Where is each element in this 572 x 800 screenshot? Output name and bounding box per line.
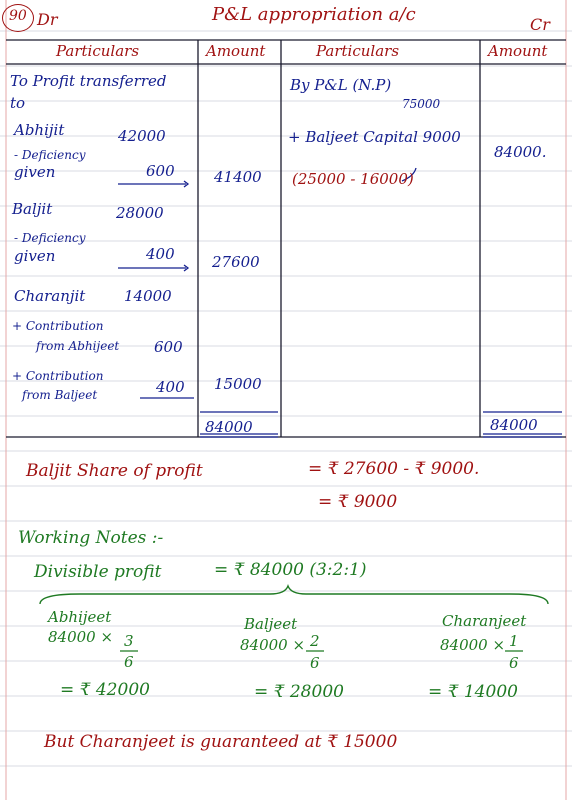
contribution-1-amount: 600: [154, 338, 183, 356]
ledger-underlines: [118, 168, 562, 437]
abhijeet-heading: Abhijeet: [48, 608, 112, 626]
charanjeet-numerator: 1: [509, 632, 519, 650]
credit-amount: 84000.: [494, 143, 547, 161]
charanjeet-heading: Charanjeet: [442, 612, 527, 630]
contribution-1-label: + Contribution: [12, 319, 104, 333]
contribution-2-from: from Baljeet: [22, 388, 98, 402]
to-label: to: [10, 94, 26, 112]
abhijit-amount: 42000: [118, 127, 166, 145]
baljit-total: 27600: [212, 253, 260, 271]
contribution-2-label: + Contribution: [12, 369, 104, 383]
abhijeet-calc: 84000 ×: [48, 628, 114, 646]
abhijeet-numerator: 3: [124, 632, 134, 650]
question-number: 90: [9, 8, 27, 24]
cr-label: Cr: [530, 15, 550, 34]
baljeet-capital-calc: (25000 - 16000): [292, 170, 414, 188]
credit-grand-total: 84000: [490, 416, 538, 434]
abhijit-deficiency-label: - Deficiency: [14, 148, 86, 162]
baljeet-denominator: 6: [310, 654, 320, 672]
contribution-2-amount: 400: [156, 378, 185, 396]
col-particulars-right: Particulars: [316, 42, 400, 60]
charanjit-amount: 14000: [124, 287, 172, 305]
charanjeet-denominator: 6: [509, 654, 519, 672]
abhijeet-result: = ₹ 42000: [60, 680, 150, 700]
baljeet-calc: 84000 ×: [240, 636, 306, 654]
charanjit-total: 15000: [214, 375, 262, 393]
divisible-profit-label: Divisible profit: [34, 562, 162, 582]
baljeet-numerator: 2: [310, 632, 320, 650]
abhijeet-denominator: 6: [124, 653, 134, 671]
baljit-given-label: given: [14, 247, 56, 265]
working-notes-brace: [40, 586, 548, 604]
baljeet-capital: + Baljeet Capital 9000: [288, 128, 461, 146]
baljit-amount: 28000: [116, 204, 164, 222]
baljit-share-label: Baljit Share of profit: [26, 461, 203, 481]
abhijit-given-label: given: [14, 163, 56, 181]
working-notes-heading: Working Notes :-: [18, 528, 164, 548]
baljit-deficiency-label: - Deficiency: [14, 231, 86, 245]
abhijit-total: 41400: [214, 168, 262, 186]
abhijit-deficiency: 600: [146, 162, 175, 180]
account-title: P&L appropriation a/c: [212, 4, 416, 25]
col-amount-right: Amount: [488, 42, 548, 60]
baljit-share-eq1: = ₹ 27600 - ₹ 9000.: [308, 459, 480, 479]
charanjit-label: Charanjit: [14, 287, 86, 305]
baljeet-result: = ₹ 28000: [254, 682, 344, 702]
col-amount-left: Amount: [206, 42, 266, 60]
baljit-share-eq2: = ₹ 9000: [318, 492, 398, 512]
charanjeet-calc: 84000 ×: [440, 636, 506, 654]
abhijit-label: Abhijit: [14, 121, 65, 139]
col-particulars-left: Particulars: [56, 42, 140, 60]
baljit-deficiency: 400: [146, 245, 175, 263]
net-profit-amount: 75000: [402, 97, 441, 111]
divisible-profit-eq: = ₹ 84000 (3:2:1): [214, 560, 367, 580]
to-profit-label: To Profit transferred: [10, 72, 167, 90]
guarantee-note: But Charanjeet is guaranteed at ₹ 15000: [44, 732, 398, 752]
debit-grand-total: 84000: [205, 418, 253, 436]
charanjeet-result: = ₹ 14000: [428, 682, 518, 702]
dr-label: Dr: [37, 10, 58, 29]
baljeet-heading: Baljeet: [244, 615, 298, 633]
baljit-label: Baljit: [12, 200, 53, 218]
contribution-1-from: from Abhijeet: [36, 339, 120, 353]
by-pl-label: By P&L (N.P): [290, 76, 392, 94]
